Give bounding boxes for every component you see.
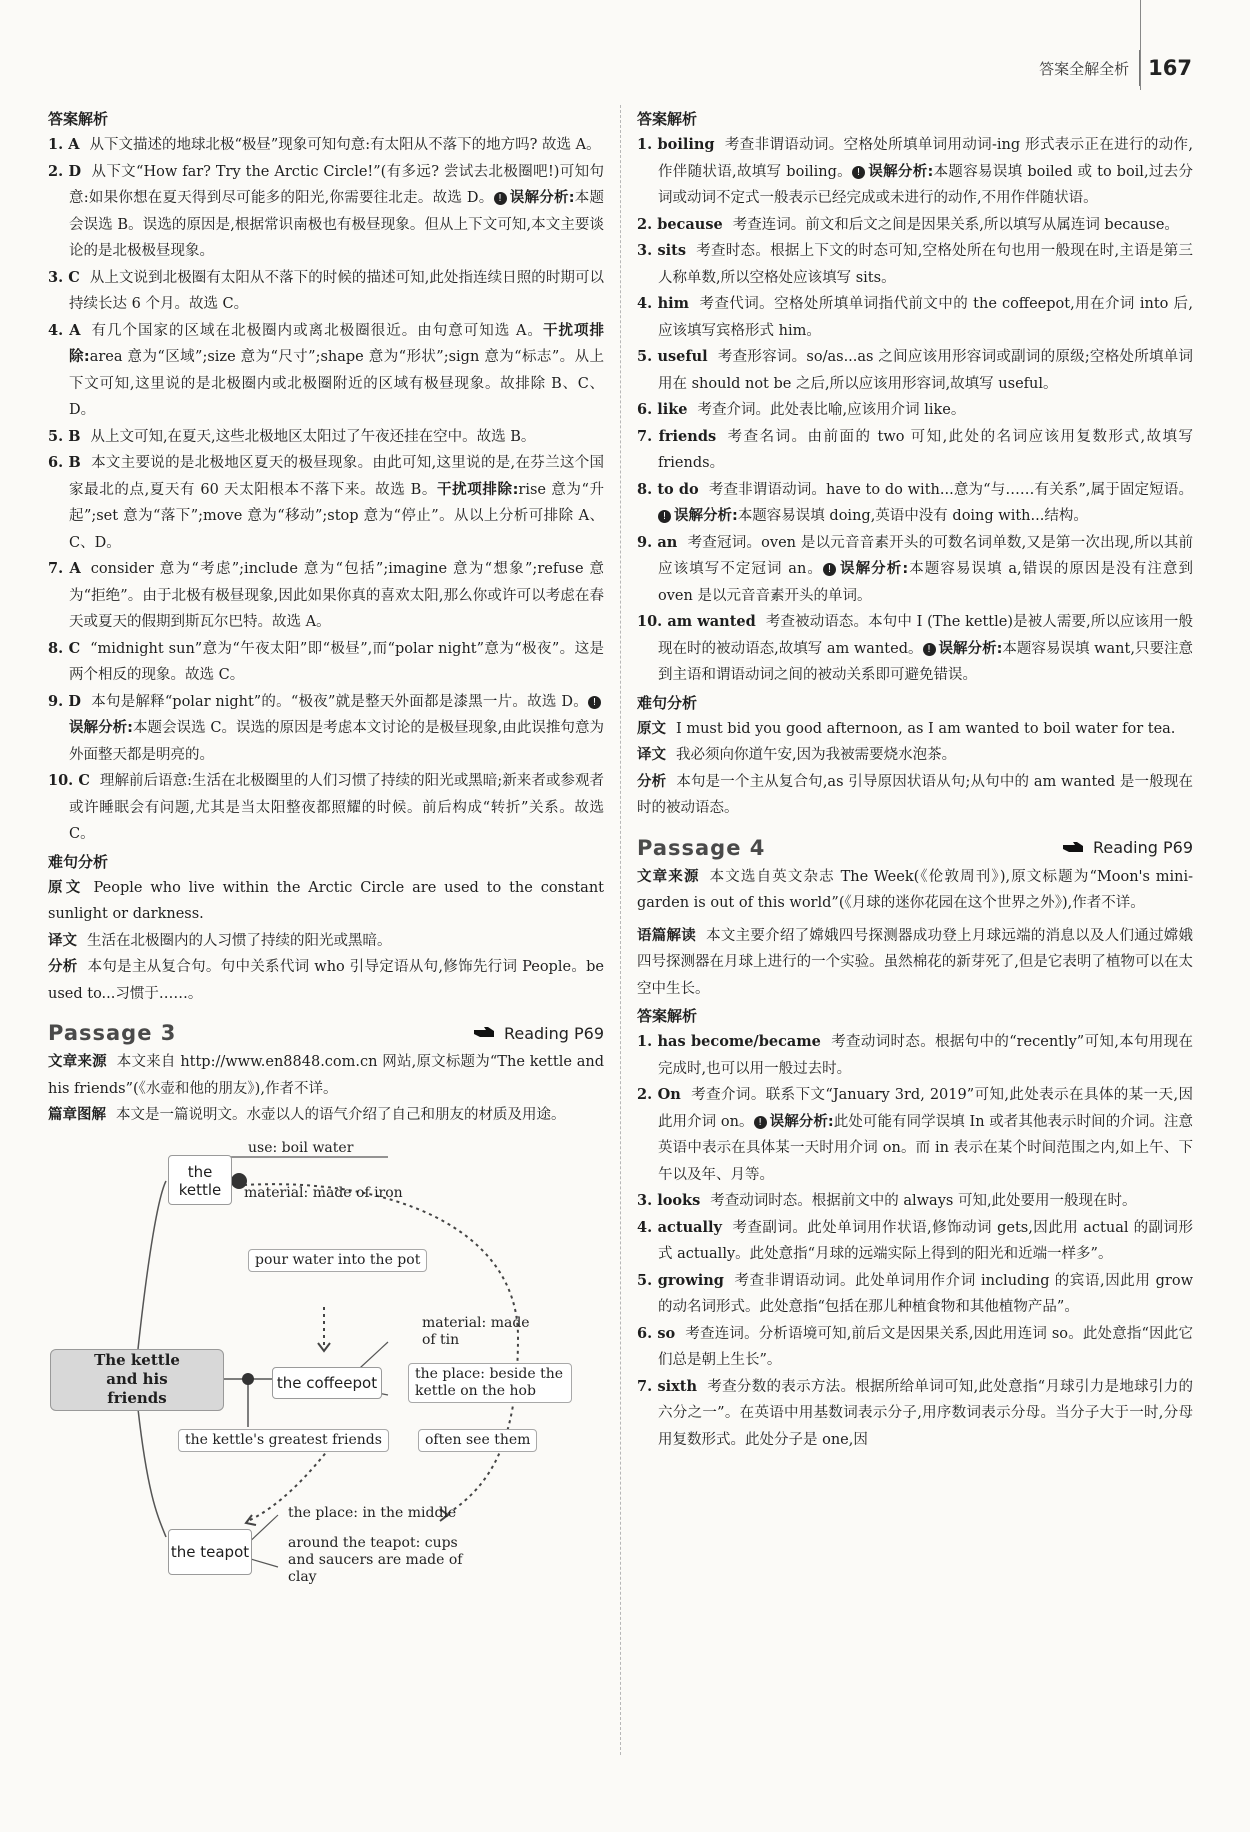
- answer-number: 4.: [48, 321, 64, 339]
- page-number: 167: [1148, 56, 1192, 80]
- analysis-label: 分析: [48, 959, 78, 975]
- analysis-text: 本句是一个主从复合句,as 引导原因状语从句;从句中的 am wanted 是一般现在时的被动语态。: [637, 773, 1194, 816]
- answer-number: 5.: [48, 427, 64, 445]
- error-analysis-label: 误解分析:: [867, 163, 934, 180]
- passage-4-answer-list: [637, 1029, 1193, 1453]
- node-coffeepot: the coffeepot: [272, 1367, 382, 1399]
- answer-number: 7.: [637, 1377, 653, 1395]
- passage-3-reference: [474, 1024, 604, 1043]
- answer-item: [48, 132, 604, 159]
- passage-3-ref-text: Reading P69: [503, 1023, 604, 1043]
- source-label: 文章来源: [637, 868, 700, 885]
- node-center-topic: The kettle and his friends: [50, 1349, 224, 1411]
- answer-number: 1.: [637, 1033, 653, 1050]
- answer-explanation: 考查非谓语动词。空格处所填单词用动词-ing 形式表示正在进行的动作,作伴随状语,故填写 boiling。: [658, 137, 1193, 180]
- outline-text: 本文是一篇说明文。水壶以人的语气介绍了自己和朋友的材质及用途。: [116, 1107, 566, 1123]
- answer-number: 5.: [637, 348, 653, 365]
- header-divider: [1139, 50, 1140, 86]
- answer-extra-explanation: 本题会误选 C。误选的原因是考虑本文讨论的是极昼现象,由此误推句意为外面整天都是明亮的。: [69, 720, 604, 763]
- answer-key: C: [63, 268, 80, 286]
- difficult-sentence-heading-right: 难句分析: [637, 693, 698, 712]
- left-column: [48, 105, 605, 1585]
- passage-3-outline: [48, 1102, 604, 1129]
- warning-icon: !: [852, 166, 865, 179]
- answer-key: A: [63, 136, 80, 153]
- warning-icon: !: [658, 510, 671, 523]
- analysis: [48, 954, 604, 1007]
- node-material-iron: material: made of iron: [244, 1184, 403, 1201]
- answer-number: 10.: [637, 613, 663, 630]
- answer-explanation: 考查介词。此处表比喻,应该用介词 like。: [697, 402, 966, 418]
- answer-number: 2.: [48, 162, 64, 180]
- answer-extra-explanation: 本题容易误填 doing,英语中没有 doing with...结构。: [737, 508, 1088, 524]
- answer-explanation: 考查动词时态。根据前文中的 always 可知,此处要用一般现在时。: [710, 1193, 1137, 1209]
- answer-key: because: [652, 215, 723, 233]
- answer-explanation: 理解前后语意:生活在北极圈里的人们习惯了持续的阳光或黑暗;新来者或参观者或许睡眠会有问题,尤其是当太阳整夜都照耀的时候。前后构成“转折”关系。故选 C。: [69, 773, 604, 842]
- answer-item: [637, 1321, 1193, 1374]
- answer-extra-explanation: 本题容易误填 boiled 或 to boil,过去分词或动词不定式一般表示已经完成或未进行的动作,不用作伴随状语。: [658, 163, 1193, 206]
- answers-heading: 答案解析: [48, 110, 109, 128]
- answer-explanation: 考查被动语态。本句中 I (The kettle)是被人需要,所以应该用一般现在时的被动语态,故填写 am wanted。: [658, 614, 1193, 657]
- answer-number: 7.: [48, 560, 64, 577]
- answer-extra-explanation: 此处可能有同学误填 In 或者其他表示时间的介词。注意英语中表示在具体某一天时用介词 on。而 in 表示在某个时间范围之内,如上午、下午以及年、月等。: [658, 1113, 1193, 1183]
- answer-number: 6.: [48, 454, 64, 471]
- answer-number: 5.: [637, 1271, 653, 1289]
- answer-key: C: [63, 639, 81, 657]
- original-sentence: [48, 875, 604, 928]
- analysis-right: [637, 769, 1193, 822]
- answer-item: [637, 477, 1193, 530]
- answer-key: him: [652, 295, 690, 312]
- analysis-label: 分析: [637, 773, 667, 790]
- answer-item: [48, 424, 604, 451]
- answer-key: like: [652, 401, 688, 418]
- interpretation-label: 语篇解读: [637, 927, 697, 944]
- answer-item: [637, 1215, 1193, 1268]
- error-analysis-label: 误解分析:: [69, 720, 133, 736]
- answer-item: [637, 1268, 1193, 1321]
- answer-key: to do: [652, 480, 699, 498]
- answer-explanation: 考查连词。前文和后文之间是因果关系,所以填写从属连词 because。: [732, 216, 1179, 233]
- answer-item: [637, 424, 1193, 477]
- answer-number: 10.: [48, 772, 74, 789]
- answer-key: A: [63, 560, 81, 577]
- answer-explanation: “midnight sun”意为“午夜太阳”即“极昼”,而“polar night”意为“极夜”。这是两个相反的现象。故选 C。: [69, 640, 604, 683]
- right-answer-list: [637, 132, 1193, 689]
- answers-heading-passage-4: 答案解析: [637, 1007, 698, 1025]
- error-analysis-label: 误解分析:: [674, 508, 738, 524]
- answer-explanation: 考查名词。由前面的 two 可知,此处的名词应该用复数形式,故填写 friends。: [658, 428, 1193, 471]
- mind-map: [48, 1137, 604, 1585]
- answer-item: [48, 689, 604, 769]
- answer-explanation: 考查形容词。so/as...as 之间应该用形容词或副词的原级;空格处所填单词用在 should not be 之后,所以应该用形容词,故填写 useful。: [658, 349, 1193, 392]
- answer-key: friends: [652, 427, 717, 445]
- answer-explanation: consider 意为“考虑”;include 意为“包括”;imagine 意为“想象”;refuse 意为“拒绝”。由于北极有极昼现象,因此如果你真的喜欢太阳,那么你或许可以考虑在春天或夏天的假期到斯瓦尔巴特。故选 A。: [69, 561, 604, 630]
- answer-extra-explanation: area 意为“区域”;size 意为“尺寸”;shape 意为“形状”;sign 意为“标志”。从上下文可知,这里说的是北极圈内或北极圈附近的区域有极昼现象。故排除 B、C、D。: [69, 349, 604, 418]
- translation-label: 译文: [637, 747, 666, 763]
- answer-number: 1.: [48, 136, 64, 153]
- answer-explanation: 本句是解释“polar night”的。“极夜”就是整天外面都是漆黑一片。故选 D。: [91, 693, 588, 710]
- answer-item: [637, 609, 1193, 689]
- passage-4-source: [637, 864, 1193, 917]
- warning-icon: !: [494, 192, 507, 205]
- answer-explanation: 考查介词。联系下文“January 3rd, 2019”可知,此处表示在具体的某一天,因此用介词 on。: [658, 1087, 1193, 1130]
- answer-key: has become/became: [652, 1033, 821, 1050]
- original-label: 原文: [637, 720, 666, 737]
- answer-explanation: 考查副词。此处单词用作状语,修饰动词 gets,因此用 actual 的副词形式 actually。此处意指“月球的远端实际上得到的阳光和近端一样多”。: [658, 1219, 1193, 1262]
- answer-item: [637, 344, 1193, 397]
- answer-item: [637, 132, 1193, 212]
- translation-text: 生活在北极圈内的人习惯了持续的阳光或黑暗。: [87, 932, 392, 949]
- header-title: 答案全解全析: [1039, 59, 1130, 78]
- answer-item: [48, 265, 604, 318]
- answer-extra-explanation: 本题容易误填 want,只要注意到主语和谓语动词之间的被动关系即可避免错误。: [658, 640, 1193, 683]
- answer-item: [637, 397, 1193, 424]
- answers-heading-right: 答案解析: [637, 110, 698, 128]
- answer-key: D: [63, 692, 81, 710]
- answer-item: [48, 159, 604, 265]
- original-text: People who live within the Arctic Circle are used to the constant sunlight or darkness.: [48, 879, 604, 922]
- answer-number: 1.: [637, 136, 653, 153]
- answer-number: 9.: [637, 533, 653, 551]
- node-kettle: the kettle: [168, 1155, 232, 1205]
- error-analysis-label: 误解分析:: [509, 190, 575, 206]
- distractor-label: 干扰项排除:: [69, 322, 604, 365]
- passage-3-header: [48, 1021, 604, 1045]
- answer-extra-explanation: rise 意为“升起”;set 意为“落下”;move 意为“移动”;stop 意为“停止”。从以上分析可排除 A、C、D。: [69, 481, 604, 551]
- answer-key: growing: [652, 1271, 724, 1289]
- answer-explanation: 本文主要说的是北极地区夏天的极昼现象。由此可知,这里说的是,在芬兰这个国家最北的点,夏天有 60 天太阳根本不落下来。故选 B。: [69, 455, 605, 498]
- answer-extra-explanation: 本题容易误填 a,错误的原因是没有注意到 oven 是以元音音素开头的单词。: [658, 561, 1193, 604]
- warning-icon: !: [754, 1116, 767, 1129]
- answer-number: 8.: [48, 639, 64, 657]
- answer-key: useful: [652, 348, 708, 365]
- answer-explanation: 考查动词时态。根据句中的“recently”可知,本句用现在完成时,也可以用一般过去时。: [658, 1034, 1193, 1077]
- error-analysis-label: 误解分析:: [838, 561, 909, 577]
- answer-number: 3.: [48, 268, 64, 286]
- analysis-text: 本句是主从复合句。句中关系代词 who 引导定语从句,修饰先行词 People。be used to...习惯于……。: [48, 959, 604, 1002]
- answer-number: 6.: [637, 401, 653, 418]
- answer-key: looks: [652, 1192, 701, 1209]
- answer-number: 2.: [637, 1086, 653, 1103]
- answer-item: [48, 318, 604, 424]
- answer-item: [637, 530, 1193, 610]
- answer-explanation: 考查非谓语动词。have to do with...意为“与……有关系”,属于固定短语。: [708, 481, 1193, 498]
- node-material-tin: material: made of tin: [422, 1314, 530, 1348]
- translation: [48, 928, 604, 955]
- answer-explanation: 考查非谓语动词。此处单词用作介词 including 的宾语,因此用 grow 的动名词形式。此处意指“包括在那儿种植食物和其他植物产品”。: [658, 1272, 1194, 1315]
- answer-key: On: [652, 1086, 681, 1103]
- original-sentence-right: [637, 716, 1193, 743]
- answer-item: [637, 291, 1193, 344]
- answer-number: 3.: [637, 1192, 653, 1209]
- answer-number: 6.: [637, 1324, 653, 1342]
- answer-explanation: 有几个国家的区域在北极圈内或离北极圈很近。由句意可知选 A。: [90, 322, 543, 339]
- answer-item: [637, 1082, 1193, 1188]
- answer-item: [48, 450, 604, 556]
- warning-icon: !: [588, 696, 601, 709]
- page-header: [1039, 48, 1192, 88]
- answer-key: C: [73, 772, 90, 789]
- warning-icon: !: [923, 643, 936, 656]
- answer-explanation: 考查冠词。oven 是以元音音素开头的可数名词单数,又是第一次出现,所以其前应该填写不定冠词 an。: [658, 534, 1193, 577]
- original-label: 原文: [48, 879, 84, 896]
- answer-item: [637, 1188, 1193, 1215]
- answer-number: 2.: [637, 215, 653, 233]
- warning-icon: !: [823, 563, 836, 576]
- difficult-sentence-heading: 难句分析: [48, 852, 109, 871]
- answer-explanation: 考查代词。空格处所填单词指代前文中的 the coffeepot,用在介词 into 后,应该填写宾格形式 him。: [658, 296, 1193, 339]
- answer-key: sits: [652, 242, 686, 259]
- answer-key: A: [63, 321, 81, 339]
- node-teapot: the teapot: [168, 1529, 252, 1575]
- answer-key: B: [63, 427, 81, 445]
- translation-text: 我必须向你道午安,因为我被需要烧水泡茶。: [676, 747, 957, 763]
- answer-item: [48, 768, 604, 848]
- passage-3-title: Passage 3: [48, 1021, 177, 1045]
- answer-key: boiling: [652, 136, 715, 153]
- source-text: 本文选自英文杂志 The Week(《伦敦周刊》),原文标题为“Moon's mini-garden is out of this world”(《月球的迷你花园在这个世界之外》),作者不详。: [637, 868, 1193, 911]
- outline-label: 篇章图解: [48, 1107, 106, 1123]
- answer-explanation: 从上文可知,在夏天,这些北极地区太阳过了午夜还挂在空中。故选 B。: [90, 428, 536, 445]
- answer-item: [48, 636, 604, 689]
- pointing-hand-icon: [474, 1026, 496, 1040]
- passage-4-reference: [1063, 838, 1193, 857]
- left-answer-list: [48, 132, 604, 848]
- answer-item: [637, 238, 1193, 291]
- answer-key: D: [63, 162, 82, 180]
- answer-explanation: 考查分数的表示方法。根据所给单词可知,此处意指“月球引力是地球引力的六分之一”。在英语中用基数词表示分子,用序数词表示分母。当分子大于一时,分母用复数形式。此处分子是 one,因: [658, 1378, 1193, 1448]
- answer-number: 3.: [637, 242, 653, 259]
- pointing-hand-icon: [1063, 841, 1085, 855]
- translation-right: [637, 742, 1193, 769]
- answer-extra-explanation: 本题会误选 B。误选的原因是,根据常识南极也有极昼现象。但从上下文可知,本文主要谈论的是北极极昼现象。: [69, 190, 604, 259]
- answer-explanation: 从下文“How far? Try the Arctic Circle!”(有多远? 尝试去北极圈吧!)可知句意:如果你想在夏天得到尽可能多的阳光,你需要往北走。故选 D。: [69, 163, 604, 206]
- node-around-teapot: around the teapot: cups and saucers are made of clay: [288, 1534, 463, 1585]
- node-place-middle: the place: in the middle: [288, 1504, 457, 1521]
- answer-number: 7.: [637, 427, 653, 445]
- answer-number: 4.: [637, 295, 653, 312]
- original-text: I must bid you good afternoon, as I am wanted to boil water for tea.: [676, 720, 1176, 737]
- passage-4-interpretation: [637, 923, 1193, 1003]
- answer-item: [48, 556, 604, 636]
- translation-label: 译文: [48, 932, 77, 949]
- error-analysis-label: 误解分析:: [938, 640, 1003, 657]
- source-label: 文章来源: [48, 1054, 107, 1070]
- answer-item: [637, 1374, 1193, 1454]
- answer-key: an: [652, 533, 678, 551]
- source-text: 本文来自 http://www.en8848.com.cn 网站,原文标题为“The kettle and his friends”(《水壶和他的朋友》),作者不详。: [48, 1054, 604, 1097]
- answer-number: 4.: [637, 1218, 653, 1236]
- node-often-see: often see them: [418, 1429, 537, 1452]
- answer-key: sixth: [652, 1377, 698, 1395]
- answer-explanation: 考查连词。分析语境可知,前后文是因果关系,因此用连词 so。此处意指“因此它们总是朝上生长”。: [658, 1325, 1193, 1368]
- answer-number: 9.: [48, 692, 64, 710]
- answer-item: [637, 1029, 1193, 1082]
- distractor-label: 干扰项排除:: [437, 481, 519, 498]
- answer-key: am wanted: [662, 613, 756, 630]
- node-greatest-friends: the kettle's greatest friends: [178, 1429, 389, 1452]
- answer-key: so: [652, 1324, 676, 1342]
- node-use: use: boil water: [248, 1139, 354, 1156]
- passage-4-title: Passage 4: [637, 835, 766, 860]
- interpretation-text: 本文主要介绍了嫦娥四号探测器成功登上月球远端的消息以及人们通过嫦娥四号探测器在月球上进行的一个实验。虽然棉花的新芽死了,但是它表明了植物可以在太空中生长。: [637, 927, 1194, 997]
- passage-3-source: [48, 1049, 604, 1102]
- answer-key: actually: [652, 1218, 722, 1236]
- answer-explanation: 从上文说到北极圈有太阳从不落下的时候的描述可知,此处指连续日照的时期可以持续长达 6 个月。故选 C。: [69, 269, 605, 312]
- passage-4-header: [637, 836, 1193, 860]
- column-divider: [620, 105, 621, 1755]
- node-pour-water: pour water into the pot: [248, 1249, 427, 1272]
- right-column: [637, 105, 1193, 1453]
- answer-item: [637, 212, 1193, 239]
- answer-key: B: [63, 454, 81, 471]
- node-place-hob: the place: beside the kettle on the hob: [408, 1363, 572, 1403]
- passage-4-ref-text: Reading P69: [1092, 838, 1193, 857]
- error-analysis-label: 误解分析:: [769, 1113, 834, 1130]
- answer-explanation: 考查时态。根据上下文的时态可知,空格处所在句也用一般现在时,主语是第三人称单数,所以空格处应该填写 sits。: [658, 243, 1193, 286]
- answer-explanation: 从下文描述的地球北极“极昼”现象可知句意:有太阳从不落下的地方吗? 故选 A。: [89, 137, 601, 153]
- answer-number: 8.: [637, 480, 653, 498]
